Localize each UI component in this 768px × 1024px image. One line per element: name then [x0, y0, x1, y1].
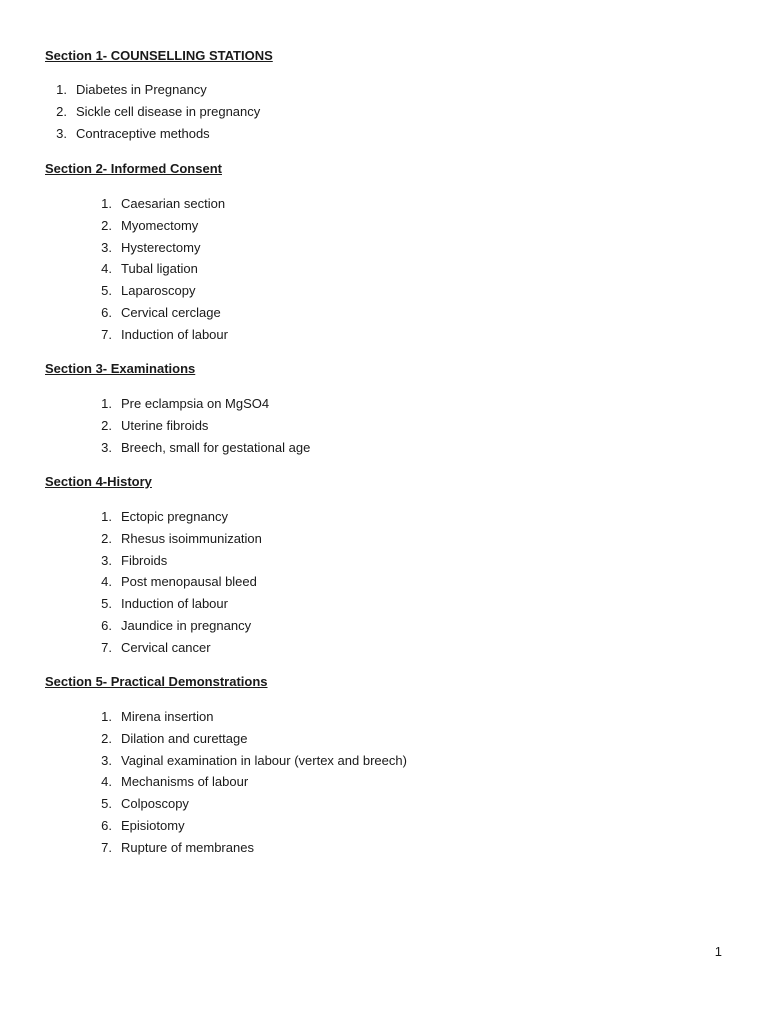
list-item	[90, 240, 228, 262]
section-3-heading: Section 3- Examinations	[45, 361, 196, 376]
list-item-number: 1.	[101, 196, 112, 211]
list-item	[90, 283, 228, 305]
section-3-list	[90, 396, 310, 461]
list-item-text: Induction of labour	[121, 596, 228, 612]
list-item	[45, 82, 260, 104]
list-item-text: Myomectomy	[121, 217, 199, 233]
list-item-text: Contraceptive methods	[76, 125, 210, 141]
list-item	[90, 440, 310, 462]
list-item	[90, 574, 262, 596]
list-item	[90, 196, 228, 218]
list-item-number: 6.	[101, 617, 112, 633]
list-item-text: Sickle cell disease in pregnancy	[76, 103, 261, 119]
list-item-number: 1.	[101, 396, 112, 411]
list-item	[90, 305, 228, 327]
list-item-text: Diabetes in Pregnancy	[76, 82, 207, 97]
list-item-number: 1.	[56, 82, 67, 97]
list-item	[90, 774, 407, 796]
list-item-number: 5.	[101, 283, 112, 299]
list-item-text: Post menopausal bleed	[121, 574, 257, 590]
list-item-number: 2.	[56, 103, 67, 119]
list-item-number: 7.	[101, 839, 112, 855]
page-number: 1	[714, 944, 722, 959]
list-item-number: 3.	[101, 552, 112, 568]
list-item	[90, 818, 407, 840]
list-item-text: Breech, small for gestational age	[121, 439, 311, 455]
list-item	[90, 640, 262, 662]
list-item-number: 3.	[101, 752, 112, 768]
list-item-text: Fibroids	[121, 552, 168, 568]
list-item-number: 4.	[101, 574, 112, 590]
section-5-list	[90, 709, 407, 862]
list-item	[90, 553, 262, 575]
list-item-number: 2.	[101, 530, 112, 546]
list-item-text: Rhesus isoimmunization	[121, 530, 262, 546]
list-item	[90, 218, 228, 240]
list-item	[90, 796, 407, 818]
list-item-number: 1.	[101, 509, 112, 524]
list-item	[90, 840, 407, 862]
list-item	[90, 709, 407, 731]
list-item	[90, 753, 407, 775]
list-item	[90, 509, 262, 531]
list-item-number: 5.	[101, 596, 112, 612]
list-item-number: 4.	[101, 774, 112, 790]
list-item-number: 7.	[101, 326, 112, 342]
list-item	[45, 104, 260, 126]
list-item-text: Laparoscopy	[121, 283, 196, 299]
list-item-text: Mirena insertion	[121, 709, 214, 724]
section-5-heading: Section 5- Practical Demonstrations	[45, 674, 268, 689]
list-item-text: Rupture of membranes	[121, 839, 254, 855]
list-item-text: Vaginal examination in labour (vertex and breech)	[121, 752, 407, 768]
list-item-number: 2.	[101, 417, 112, 433]
list-item	[90, 418, 310, 440]
list-item	[90, 596, 262, 618]
list-item-text: Uterine fibroids	[121, 417, 209, 433]
section-4-heading: Section 4-History	[45, 474, 152, 489]
list-item-number: 7.	[101, 639, 112, 655]
list-item-number: 3.	[56, 125, 67, 141]
section-2-list	[90, 196, 228, 349]
list-item	[90, 396, 310, 418]
list-item-text: Dilation and curettage	[121, 730, 248, 746]
list-item-text: Jaundice in pregnancy	[121, 617, 252, 633]
list-item-text: Caesarian section	[121, 196, 226, 211]
list-item-text: Hysterectomy	[121, 239, 201, 255]
list-item-text: Colposcopy	[121, 796, 189, 812]
list-item	[90, 531, 262, 553]
list-item-number: 3.	[101, 439, 112, 455]
list-item-text: Mechanisms of labour	[121, 774, 249, 790]
list-item-number: 6.	[101, 304, 112, 320]
list-item	[45, 126, 260, 148]
list-item-number: 4.	[101, 261, 112, 277]
list-item-number: 6.	[101, 817, 112, 833]
list-item	[90, 731, 407, 753]
list-item-text: Induction of labour	[121, 326, 228, 342]
section-1-list	[45, 82, 260, 147]
list-item-text: Episiotomy	[121, 817, 185, 833]
section-2-heading: Section 2- Informed Consent	[45, 161, 222, 176]
list-item-text: Pre eclampsia on MgSO4	[121, 396, 270, 411]
list-item	[90, 261, 228, 283]
list-item-number: 1.	[101, 709, 112, 724]
list-item-number: 2.	[101, 730, 112, 746]
section-1-heading: Section 1- COUNSELLING STATIONS	[45, 48, 273, 63]
list-item-text: Cervical cerclage	[121, 304, 221, 320]
list-item	[90, 327, 228, 349]
list-item-text: Cervical cancer	[121, 639, 211, 655]
list-item-text: Tubal ligation	[121, 261, 198, 277]
list-item-number: 3.	[101, 239, 112, 255]
list-item	[90, 618, 262, 640]
list-item-number: 5.	[101, 796, 112, 812]
section-4-list	[90, 509, 262, 662]
list-item-number: 2.	[101, 217, 112, 233]
list-item-text: Ectopic pregnancy	[121, 509, 228, 524]
